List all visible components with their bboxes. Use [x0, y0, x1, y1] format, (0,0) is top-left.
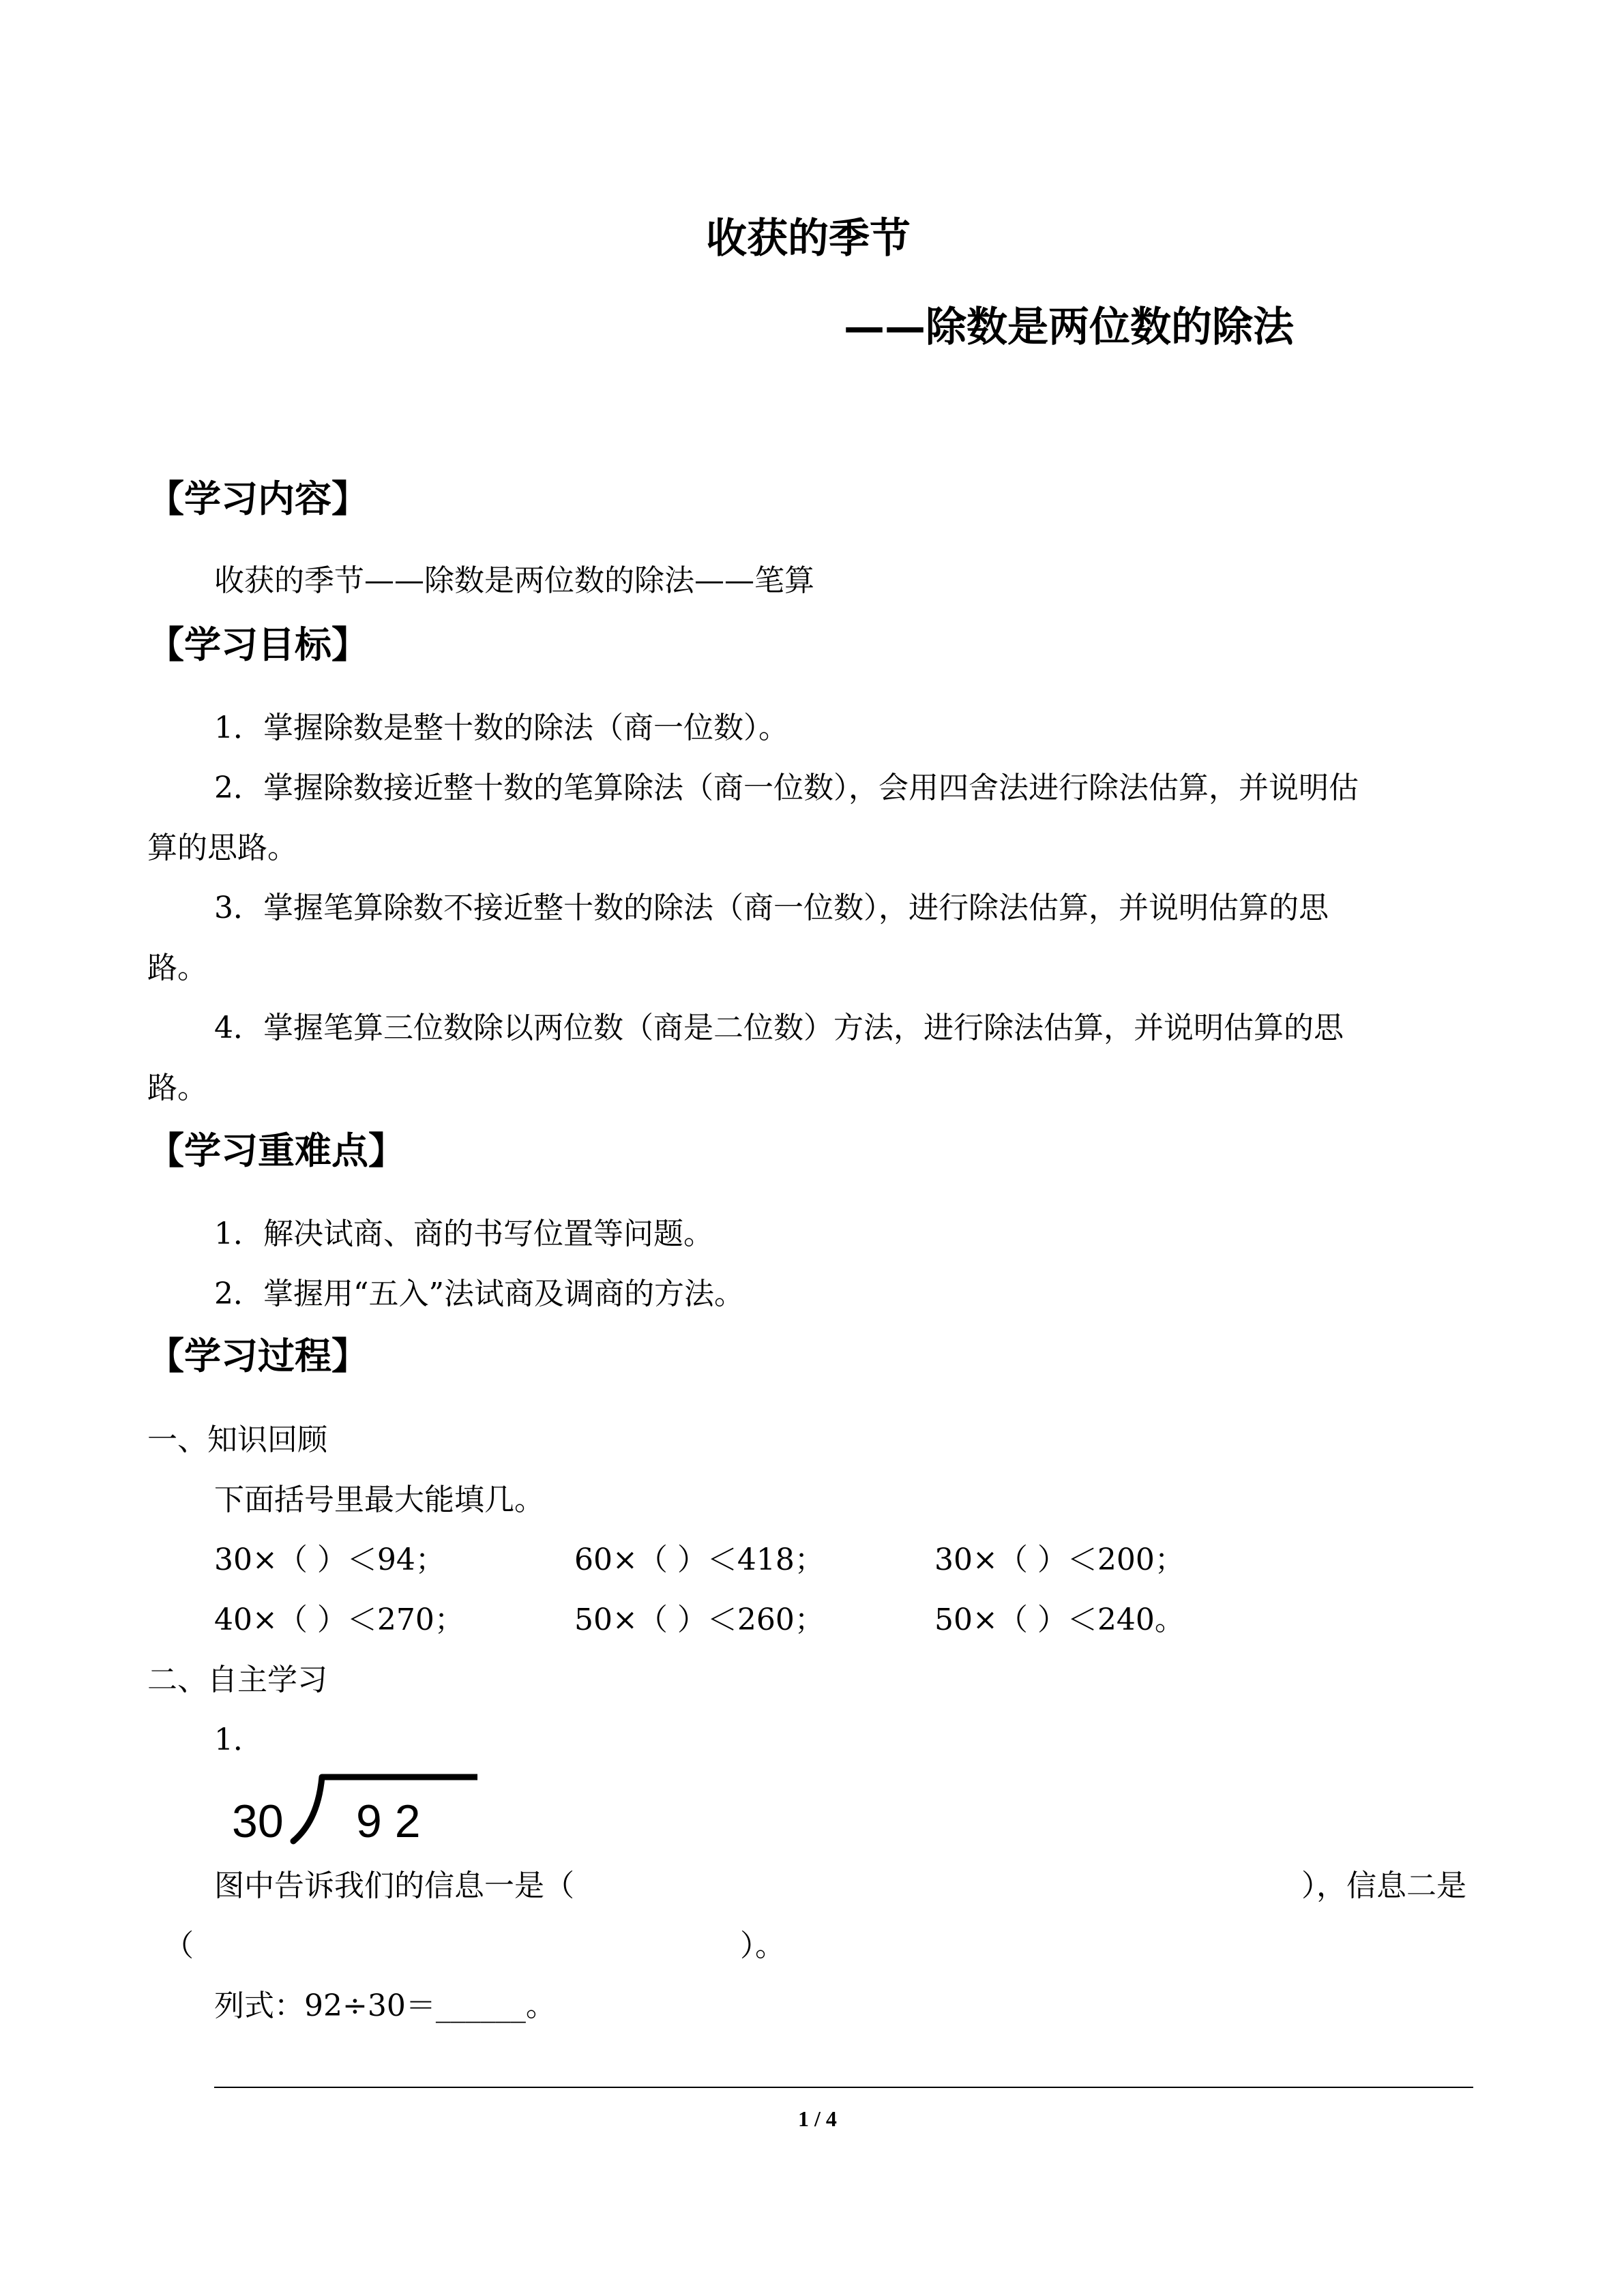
part-1-prompt: 下面括号里最大能填几。	[214, 1482, 544, 1517]
long-division-figure	[231, 1766, 483, 1848]
dividend: 9 2	[356, 1795, 421, 1847]
goal-2-line-1: 2．掌握除数接近整十数的笔算除法（商一位数），会用四舍法进行除法估算，并说明估	[214, 771, 1359, 805]
section-heading-keypoints: 【学习重难点】	[147, 1129, 405, 1172]
keypoint-2: 2．掌握用“五入”法试商及调商的方法。	[214, 1277, 744, 1311]
info-line-2-end: ）。	[740, 1928, 785, 1963]
section-heading-content: 【学习内容】	[147, 477, 368, 520]
section-heading-goals: 【学习目标】	[147, 623, 368, 666]
content-text: 收获的季节——除数是两位数的除法——笔算	[214, 563, 814, 598]
item-1-number: 1．	[214, 1723, 263, 1757]
part-2-title: 二、自主学习	[147, 1663, 327, 1697]
info-line-2-start: （	[164, 1928, 194, 1963]
info-line-1-start: 图中告诉我们的信息一是（	[214, 1868, 574, 1903]
goal-3-line-2: 路。	[147, 951, 207, 985]
goal-4-line-2: 路。	[147, 1071, 207, 1105]
exercise-2: 60×（ ）＜418；	[574, 1542, 825, 1577]
section-heading-process: 【学习过程】	[147, 1335, 368, 1377]
divisor: 30	[232, 1795, 284, 1847]
exercise-1: 30×（ ）＜94；	[214, 1542, 445, 1577]
goal-3-line-1: 3．掌握笔算除数不接近整十数的除法（商一位数），进行除法估算，并说明估算的思	[214, 891, 1329, 925]
keypoint-1: 1．解决试商、商的书写位置等问题。	[214, 1217, 713, 1251]
exercise-3: 30×（ ）＜200；	[934, 1542, 1185, 1577]
goal-4-line-1: 4．掌握笔算三位数除以两位数（商是二位数）方法，进行除法估算，并说明估算的思	[214, 1011, 1344, 1045]
equation: 列式：92÷30＝______。	[214, 1988, 556, 2023]
info-line-1-end: ），信息二是	[1301, 1868, 1466, 1903]
page-number: 1 / 4	[798, 2106, 837, 2131]
exercise-5: 50×（ ）＜260；	[574, 1602, 825, 1637]
goal-1: 1．掌握除数是整十数的除法（商一位数）。	[214, 711, 788, 745]
exercise-6: 50×（ ）＜240。	[934, 1602, 1185, 1637]
page-subtitle: ——除数是两位数的除法	[844, 303, 1294, 351]
footer-rule	[214, 2087, 1473, 2088]
part-1-title: 一、知识回顾	[147, 1422, 327, 1457]
exercise-4: 40×（ ）＜270；	[214, 1602, 464, 1637]
page-title: 收获的季节	[706, 215, 911, 263]
goal-2-line-2: 算的思路。	[147, 831, 297, 865]
division-bracket	[293, 1777, 322, 1841]
